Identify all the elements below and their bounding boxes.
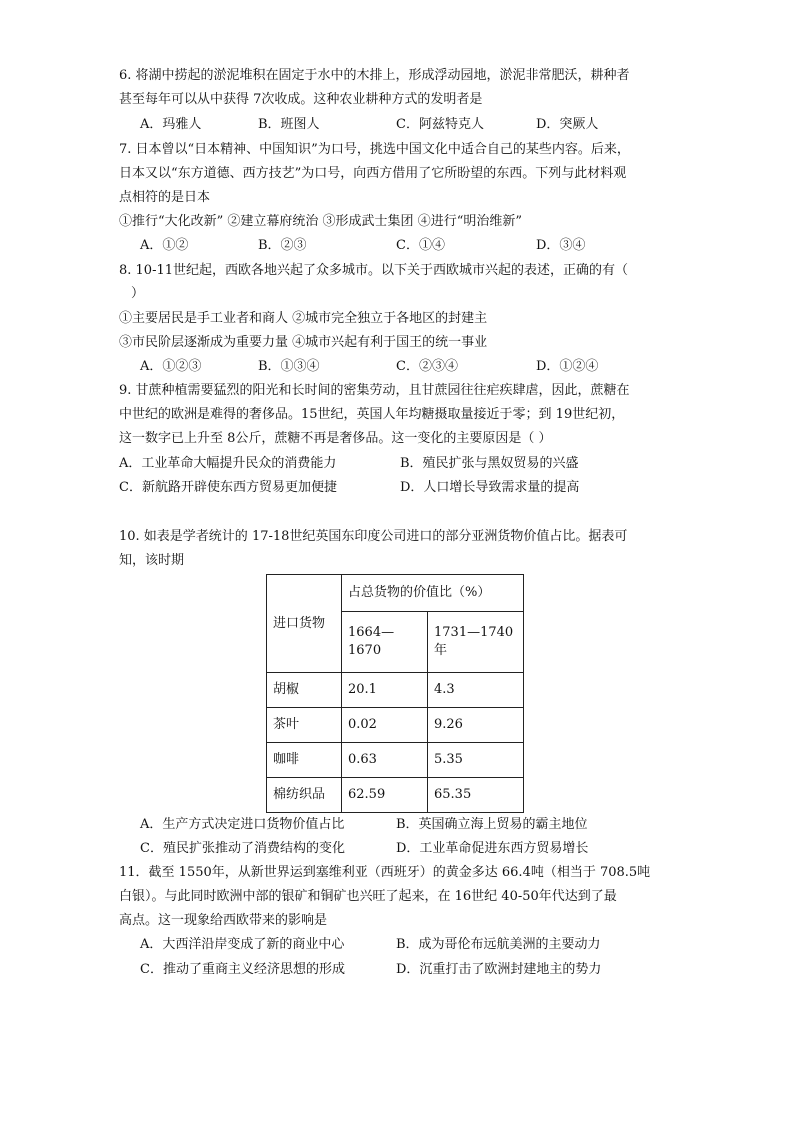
table-cell-value-2: 5.35 [428,743,524,778]
question-11-line-2: 白银）。与此同时欧洲中部的银矿和铜矿也兴旺了起来，在 16世纪 40-50年代达到了最 [119,889,617,904]
table-cell-goods: 棉纺织品 [267,778,342,813]
table-header-period-1: 1664—1670 [342,612,428,673]
q8-option-d: D．①②④ [536,359,599,374]
question-7-items: ①推行“大化改新” ②建立幕府统治 ③形成武士集团 ④进行“明治维新” [119,214,522,229]
table-row [267,743,524,778]
table-row [267,778,524,813]
table-cell-goods: 茶叶 [267,708,342,743]
q9-option-a: A．工业革命大幅提升民众的消费能力 [119,456,337,471]
table-cell-value-1: 0.02 [342,708,428,743]
question-8-line-2: ） [131,286,145,301]
q10-option-b: B．英国确立海上贸易的霸主地位 [396,817,588,832]
table-cell-value-1: 0.63 [342,743,428,778]
q9-option-b: B．殖民扩张与黑奴贸易的兴盛 [400,456,579,471]
q11-option-c: C．推动了重商主义经济思想的形成 [140,962,345,977]
q10-option-a: A．生产方式决定进口货物价值占比 [140,817,345,832]
question-7-line-1: 7. 日本曾以“日本精神、中国知识”为口号，挑选中国文化中适合自己的某些内容。后来， [119,142,630,157]
table-cell-value-1: 20.1 [342,673,428,708]
q9-option-c: C．新航路开辟使东西方贸易更加便捷 [119,480,337,495]
question-7-line-3: 点相符的是日本 [119,190,211,205]
q10-option-d: D．工业革命促进东西方贸易增长 [396,841,589,856]
question-9-line-3: 这一数字已上升至 8公斤，蔗糖不再是奢侈品。这一变化的主要原因是（ ） [119,431,552,446]
q6-option-c: C．阿兹特克人 [396,117,484,132]
q11-option-d: D．沉重打击了欧洲封建地主的势力 [396,962,602,977]
table-cell-goods: 咖啡 [267,743,342,778]
q10-option-c: C．殖民扩张推动了消费结构的变化 [140,841,345,856]
table-header-goods: 进口货物 [267,575,342,673]
table-row [267,673,524,708]
q11-option-a: A．大西洋沿岸变成了新的商业中心 [140,937,345,952]
question-10-line-1: 10. 如表是学者统计的 17-18世纪英国东印度公司进口的部分亚洲货物价值占比。据表可 [119,529,628,544]
table-row [267,708,524,743]
table-header-group: 占总货物的价值比（%） [342,575,524,612]
question-6-line-2: 甚至每年可以从中获得 7次收成。这种农业耕种方式的发明者是 [119,92,483,107]
q8-option-a: A．①②③ [140,359,202,374]
q8-option-b: B．①③④ [258,359,320,374]
table-cell-value-2: 9.26 [428,708,524,743]
table-cell-value-1: 62.59 [342,778,428,813]
q6-option-a: A．玛雅人 [140,117,202,132]
q6-option-b: B．班图人 [258,117,320,132]
period-2-suffix: 年 [434,643,448,658]
q9-option-d: D．人口增长导致需求量的提高 [400,480,580,495]
question-10-line-2: 知，该时期 [119,553,185,568]
question-11-line-3: 高点。这一现象给西欧带来的影响是 [119,913,328,928]
question-9-line-1: 9. 甘蔗种植需要猛烈的阳光和长时间的密集劳动，且甘蔗园往往疟疾肆虐，因此，蔗糖在 [119,383,630,398]
question-8-items-2: ③市民阶层逐渐成为重要力量 ④城市兴起有利于国王的统一事业 [119,335,488,350]
q6-option-d: D．突厥人 [536,117,599,132]
question-11-line-1: 11．截至 1550年，从新世界运到塞维利亚（西班牙）的黄金多达 66.4吨（相当于 708.5吨 [119,865,651,880]
q8-option-c: C．②③④ [396,359,458,374]
export-value-table [266,574,524,813]
period-2-years: 1731—1740 [434,625,514,640]
question-8-items-1: ①主要居民是手工业者和商人 ②城市完全独立于各地区的封建主 [119,311,488,326]
q11-option-b: B．成为哥伦布远航美洲的主要动力 [396,937,601,952]
table-header-period-2 [428,612,524,673]
q7-option-b: B．②③ [258,238,307,253]
table-cell-goods: 胡椒 [267,673,342,708]
q7-option-d: D．③④ [536,238,586,253]
question-9-line-2: 中世纪的欧洲是难得的奢侈品。15世纪，英国人年均糖摄取量接近于零；到 19世纪初， [119,407,625,422]
table-cell-value-2: 4.3 [428,673,524,708]
table-cell-value-2: 65.35 [428,778,524,813]
question-6-line-1: 6. 将湖中捞起的淤泥堆积在固定于水中的木排上，形成浮动园地，淤泥非常肥沃，耕种者 [119,68,630,83]
question-8-line-1: 8. 10-11世纪起，西欧各地兴起了众多城市。以下关于西欧城市兴起的表述，正确的有（ [119,263,629,278]
q7-option-c: C．①④ [396,238,445,253]
q7-option-a: A．①② [140,238,189,253]
question-7-line-2: 日本又以“东方道德、西方技艺”为口号，向西方借用了它所盼望的东西。下列与此材料观 [119,166,627,181]
